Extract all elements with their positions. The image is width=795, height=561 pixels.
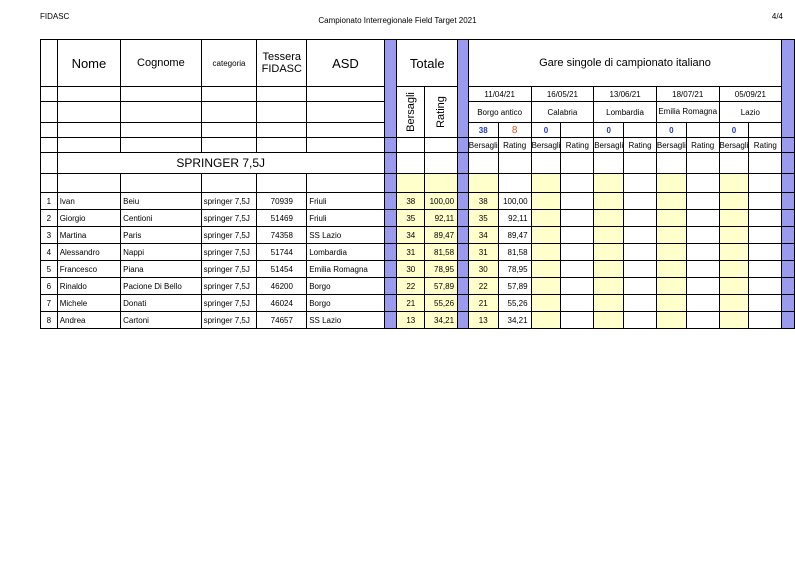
row-gara-5-rating <box>749 193 782 210</box>
band-cell <box>384 244 397 261</box>
gara-4-place: Emilia Romagna <box>656 102 719 123</box>
row-gara-3-rating <box>624 210 657 227</box>
band-cell <box>458 210 469 227</box>
row-totale-rating: 78,95 <box>425 261 458 278</box>
row-number: 7 <box>41 295 58 312</box>
row-gara-1-rating: 55,26 <box>498 295 531 312</box>
row-number: 8 <box>41 312 58 329</box>
totale-bersagli-label: Bersagli <box>404 92 417 132</box>
gara-2-place: Calabria <box>531 102 594 123</box>
row-totale-bersagli: 21 <box>397 295 425 312</box>
band-cell <box>782 227 795 244</box>
row-gara-3-bersagli <box>594 312 624 329</box>
gara-3-sub-rating: Rating <box>624 138 657 153</box>
row-gara-5-bersagli <box>719 312 749 329</box>
gara-3-count: 0 <box>594 123 624 138</box>
col-totale: Totale <box>397 40 458 87</box>
band-cell <box>782 244 795 261</box>
row-asd: Borgo <box>307 295 385 312</box>
row-totale-bersagli: 31 <box>397 244 425 261</box>
row-gara-1-rating: 34,21 <box>498 312 531 329</box>
row-gara-1-bersagli: 21 <box>468 295 498 312</box>
table-row <box>41 210 795 227</box>
row-nome: Rinaldo <box>57 278 120 295</box>
band-cell <box>384 193 397 210</box>
row-asd: SS Lazio <box>307 312 385 329</box>
col-categoria: categoria <box>201 40 257 87</box>
row-gara-2-bersagli <box>531 193 561 210</box>
gara-1-date: 11/04/21 <box>468 87 531 102</box>
row-gara-5-bersagli <box>719 261 749 278</box>
row-gara-1-bersagli: 13 <box>468 312 498 329</box>
row-tessera: 51454 <box>257 261 307 278</box>
row-gara-4-rating <box>686 227 719 244</box>
row-gara-2-rating <box>561 261 594 278</box>
row-categoria: springer 7,5J <box>201 227 257 244</box>
row-gara-5-bersagli <box>719 295 749 312</box>
gara-4-sub-bersagli: Bersagli <box>656 138 686 153</box>
row-gara-4-rating <box>686 261 719 278</box>
row-cognome: Paris <box>121 227 201 244</box>
row-gara-4-bersagli <box>656 295 686 312</box>
row-gara-2-rating <box>561 295 594 312</box>
table-row <box>41 227 795 244</box>
row-gara-2-bersagli <box>531 261 561 278</box>
row-gara-4-rating <box>686 295 719 312</box>
row-categoria: springer 7,5J <box>201 295 257 312</box>
row-gara-4-bersagli <box>656 261 686 278</box>
row-totale-rating: 57,89 <box>425 278 458 295</box>
row-tessera: 46024 <box>257 295 307 312</box>
row-asd: Friuli <box>307 210 385 227</box>
gara-3-date: 13/06/21 <box>594 87 657 102</box>
band-cell <box>782 312 795 329</box>
row-nome: Ivan <box>57 193 120 210</box>
row-gara-5-rating <box>749 278 782 295</box>
totale-rating-label: Rating <box>435 96 448 128</box>
band-cell <box>782 278 795 295</box>
row-gara-5-rating <box>749 261 782 278</box>
table-row <box>41 278 795 295</box>
col-gare: Gare singole di campionato italiano <box>468 40 781 87</box>
header-title: Campionato Interregionale Field Target 2021 <box>318 16 477 25</box>
band-cell <box>458 295 469 312</box>
row-gara-4-rating <box>686 193 719 210</box>
row-gara-5-bersagli <box>719 227 749 244</box>
row-gara-3-rating <box>624 278 657 295</box>
row-gara-5-bersagli <box>719 278 749 295</box>
row-gara-5-rating <box>749 295 782 312</box>
row-asd: Friuli <box>307 193 385 210</box>
gara-2-sub-rating: Rating <box>561 138 594 153</box>
row-cognome: Pacione Di Bello <box>121 278 201 295</box>
row-cognome: Cartoni <box>121 312 201 329</box>
row-gara-2-rating <box>561 227 594 244</box>
row-gara-3-bersagli <box>594 244 624 261</box>
row-gara-3-rating <box>624 261 657 278</box>
row-totale-rating: 81,58 <box>425 244 458 261</box>
col-tessera: Tessera FIDASC <box>257 40 307 87</box>
row-categoria: springer 7,5J <box>201 244 257 261</box>
row-gara-3-bersagli <box>594 227 624 244</box>
row-totale-bersagli: 22 <box>397 278 425 295</box>
row-asd: Emilia Romagna <box>307 261 385 278</box>
ranking-table <box>40 39 795 329</box>
gara-5-count: 0 <box>719 123 749 138</box>
gara-5-date: 05/09/21 <box>719 87 782 102</box>
row-tessera: 74657 <box>257 312 307 329</box>
row-gara-3-bersagli <box>594 261 624 278</box>
row-categoria: springer 7,5J <box>201 210 257 227</box>
table-row <box>41 261 795 278</box>
row-gara-3-rating <box>624 295 657 312</box>
row-gara-2-bersagli <box>531 244 561 261</box>
row-totale-bersagli: 38 <box>397 193 425 210</box>
row-number: 4 <box>41 244 58 261</box>
band-cell <box>384 278 397 295</box>
row-gara-1-rating: 89,47 <box>498 227 531 244</box>
gara-5-sub-bersagli: Bersagli <box>719 138 749 153</box>
row-totale-rating: 89,47 <box>425 227 458 244</box>
row-asd: Borgo <box>307 278 385 295</box>
row-tessera: 70939 <box>257 193 307 210</box>
row-gara-5-rating <box>749 227 782 244</box>
band-cell <box>458 278 469 295</box>
band-cell <box>458 261 469 278</box>
row-gara-5-rating <box>749 244 782 261</box>
gara-1-rating-mark: 8 <box>498 123 531 138</box>
row-nome: Alessandro <box>57 244 120 261</box>
row-nome: Michele <box>57 295 120 312</box>
row-cognome: Piana <box>121 261 201 278</box>
row-tessera: 51469 <box>257 210 307 227</box>
row-gara-1-rating: 78,95 <box>498 261 531 278</box>
band-cell <box>384 210 397 227</box>
row-gara-5-bersagli <box>719 244 749 261</box>
row-gara-3-rating <box>624 312 657 329</box>
row-gara-1-bersagli: 31 <box>468 244 498 261</box>
col-cognome: Cognome <box>121 40 201 87</box>
row-gara-2-rating <box>561 278 594 295</box>
row-gara-2-rating <box>561 193 594 210</box>
band-cell <box>782 295 795 312</box>
gara-1-sub-bersagli: Bersagli <box>468 138 498 153</box>
category-title: SPRINGER 7,5J <box>57 153 384 174</box>
row-gara-2-bersagli <box>531 312 561 329</box>
band-cell <box>458 227 469 244</box>
table-row <box>41 312 795 329</box>
row-gara-3-bersagli <box>594 278 624 295</box>
row-totale-rating: 55,26 <box>425 295 458 312</box>
row-gara-4-bersagli <box>656 210 686 227</box>
row-gara-5-bersagli <box>719 193 749 210</box>
row-cognome: Donati <box>121 295 201 312</box>
row-gara-3-rating <box>624 227 657 244</box>
row-gara-2-bersagli <box>531 295 561 312</box>
row-nome: Andrea <box>57 312 120 329</box>
gara-1-place: Borgo antico <box>468 102 531 123</box>
row-gara-1-bersagli: 34 <box>468 227 498 244</box>
band-cell <box>458 193 469 210</box>
row-gara-5-rating <box>749 312 782 329</box>
row-gara-4-rating <box>686 244 719 261</box>
row-gara-4-rating <box>686 312 719 329</box>
band-cell <box>782 193 795 210</box>
row-gara-2-rating <box>561 312 594 329</box>
header-left: FIDASC <box>40 12 70 21</box>
row-categoria: springer 7,5J <box>201 261 257 278</box>
row-gara-4-rating <box>686 278 719 295</box>
row-number: 2 <box>41 210 58 227</box>
gara-2-count: 0 <box>531 123 561 138</box>
row-gara-3-rating <box>624 193 657 210</box>
row-cognome: Centioni <box>121 210 201 227</box>
gara-2-sub-bersagli: Bersagli <box>531 138 561 153</box>
row-gara-2-rating <box>561 210 594 227</box>
row-gara-1-bersagli: 38 <box>468 193 498 210</box>
row-nome: Francesco <box>57 261 120 278</box>
row-gara-2-bersagli <box>531 210 561 227</box>
page-number: 4/4 <box>771 12 783 21</box>
row-gara-4-bersagli <box>656 193 686 210</box>
gara-2-date: 16/05/21 <box>531 87 594 102</box>
row-number: 5 <box>41 261 58 278</box>
row-tessera: 46200 <box>257 278 307 295</box>
row-number: 6 <box>41 278 58 295</box>
band-cell <box>782 261 795 278</box>
gara-5-sub-rating: Rating <box>749 138 782 153</box>
band-cell <box>782 210 795 227</box>
table-row <box>41 295 795 312</box>
row-gara-4-rating <box>686 210 719 227</box>
band-cell <box>384 295 397 312</box>
gara-1-sub-rating: Rating <box>498 138 531 153</box>
gara-4-date: 18/07/21 <box>656 87 719 102</box>
gara-3-sub-bersagli: Bersagli <box>594 138 624 153</box>
gara-1-count: 38 <box>468 123 498 138</box>
table-row <box>41 244 795 261</box>
row-gara-3-bersagli <box>594 295 624 312</box>
row-cognome: Beiu <box>121 193 201 210</box>
row-totale-rating: 92,11 <box>425 210 458 227</box>
row-gara-1-rating: 81,58 <box>498 244 531 261</box>
row-categoria: springer 7,5J <box>201 193 257 210</box>
row-gara-1-rating: 100,00 <box>498 193 531 210</box>
gara-4-sub-rating: Rating <box>686 138 719 153</box>
row-totale-bersagli: 34 <box>397 227 425 244</box>
band-cell <box>384 261 397 278</box>
band-cell <box>458 244 469 261</box>
row-gara-3-rating <box>624 244 657 261</box>
row-gara-1-bersagli: 30 <box>468 261 498 278</box>
row-cognome: Nappi <box>121 244 201 261</box>
gara-3-place: Lombardia <box>594 102 657 123</box>
row-gara-1-rating: 57,89 <box>498 278 531 295</box>
row-totale-rating: 100,00 <box>425 193 458 210</box>
row-gara-4-bersagli <box>656 244 686 261</box>
row-categoria: springer 7,5J <box>201 278 257 295</box>
row-gara-3-bersagli <box>594 193 624 210</box>
row-asd: SS Lazio <box>307 227 385 244</box>
row-gara-5-bersagli <box>719 210 749 227</box>
row-nome: Martina <box>57 227 120 244</box>
row-gara-4-bersagli <box>656 227 686 244</box>
row-gara-4-bersagli <box>656 312 686 329</box>
row-gara-1-rating: 92,11 <box>498 210 531 227</box>
row-totale-rating: 34,21 <box>425 312 458 329</box>
row-gara-3-bersagli <box>594 210 624 227</box>
row-number: 1 <box>41 193 58 210</box>
gara-4-count: 0 <box>656 123 686 138</box>
col-nome: Nome <box>57 40 120 87</box>
row-gara-2-rating <box>561 244 594 261</box>
row-gara-2-bersagli <box>531 278 561 295</box>
row-gara-5-rating <box>749 210 782 227</box>
row-asd: Lombardia <box>307 244 385 261</box>
row-nome: Giorgio <box>57 210 120 227</box>
band-cell <box>384 227 397 244</box>
band-cell <box>458 312 469 329</box>
row-totale-bersagli: 13 <box>397 312 425 329</box>
gara-5-place: Lazio <box>719 102 782 123</box>
row-number: 3 <box>41 227 58 244</box>
row-gara-4-bersagli <box>656 278 686 295</box>
col-asd: ASD <box>307 40 385 87</box>
row-totale-bersagli: 30 <box>397 261 425 278</box>
row-tessera: 74358 <box>257 227 307 244</box>
row-gara-1-bersagli: 35 <box>468 210 498 227</box>
row-categoria: springer 7,5J <box>201 312 257 329</box>
row-tessera: 51744 <box>257 244 307 261</box>
row-gara-2-bersagli <box>531 227 561 244</box>
table-row <box>41 193 795 210</box>
band-cell <box>384 312 397 329</box>
row-gara-1-bersagli: 22 <box>468 278 498 295</box>
row-totale-bersagli: 35 <box>397 210 425 227</box>
